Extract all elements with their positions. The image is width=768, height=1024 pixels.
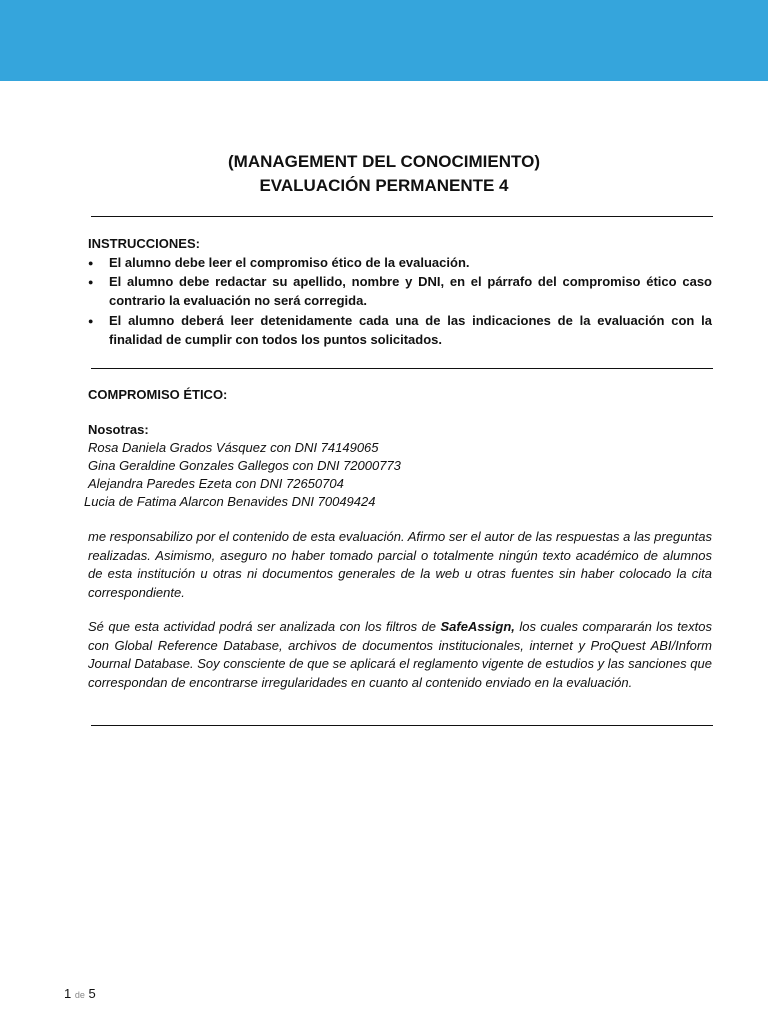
paragraph-2-text-start: Sé que esta actividad podrá ser analizada con los filtros de (88, 619, 441, 634)
student-line: Alejandra Paredes Ezeta con DNI 72650704 (88, 476, 344, 491)
header-color-bar (0, 0, 768, 81)
divider-top (91, 216, 713, 217)
bullet-icon: ● (88, 258, 94, 268)
page-separator: de (74, 990, 85, 1000)
divider-bottom (91, 725, 713, 726)
bullet-icon: ● (88, 277, 94, 287)
nosotras-label: Nosotras: (88, 422, 149, 437)
document-subtitle: EVALUACIÓN PERMANENTE 4 (259, 176, 509, 195)
total-pages: 5 (88, 986, 96, 1001)
document-title: (MANAGEMENT DEL CONOCIMIENTO) (228, 152, 540, 171)
ethics-heading: COMPROMISO ÉTICO: (88, 387, 228, 402)
safeassign-name: SafeAssign, (440, 619, 515, 634)
bullet-icon: ● (88, 316, 94, 326)
ethics-paragraph-2 (88, 618, 712, 692)
student-line: Rosa Daniela Grados Vásquez con DNI 74149065 (88, 440, 379, 455)
ethics-paragraph-1: me responsabilizo por el contenido de esta evaluación. Afirmo ser el autor de las respuestas a las preguntas realizadas. Asimismo, aseguro no haber tomado parcial o totalmente ningún texto académico de alumnos de esta institución u otras ni documentos generales de la web u otras fuentes sin haber colocado la cita correspondiente. (88, 529, 712, 600)
divider-middle (91, 368, 713, 369)
instructions-heading: INSTRUCCIONES: (88, 236, 200, 251)
paragraph-2-text-end: los cuales compararán los textos con Global Reference Database, archivos de documentos institucionales, internet y ProQuest ABI/Inform Journal Database. Soy consciente de que se aplicará el reglamento vigente de estudios y las sanciones que correspondan de encontrarse irregularidades en cuanto al contenido enviado en la evaluación. (88, 619, 712, 690)
page-number (64, 985, 96, 1004)
student-line: Lucia de Fatima Alarcon Benavides DNI 70049424 (84, 494, 376, 509)
student-line: Gina Geraldine Gonzales Gallegos con DNI 72000773 (88, 458, 401, 473)
instruction-item-2: El alumno debe redactar su apellido, nombre y DNI, en el párrafo del compromiso ético caso contrario la evaluación no será corregida. (109, 274, 712, 308)
instruction-item-3: El alumno deberá leer detenidamente cada una de las indicaciones de la evaluación con la finalidad de cumplir con todos los puntos solicitados. (109, 313, 712, 347)
instruction-item-1: El alumno debe leer el compromiso ético de la evaluación. (109, 255, 470, 270)
current-page: 1 (64, 986, 72, 1001)
